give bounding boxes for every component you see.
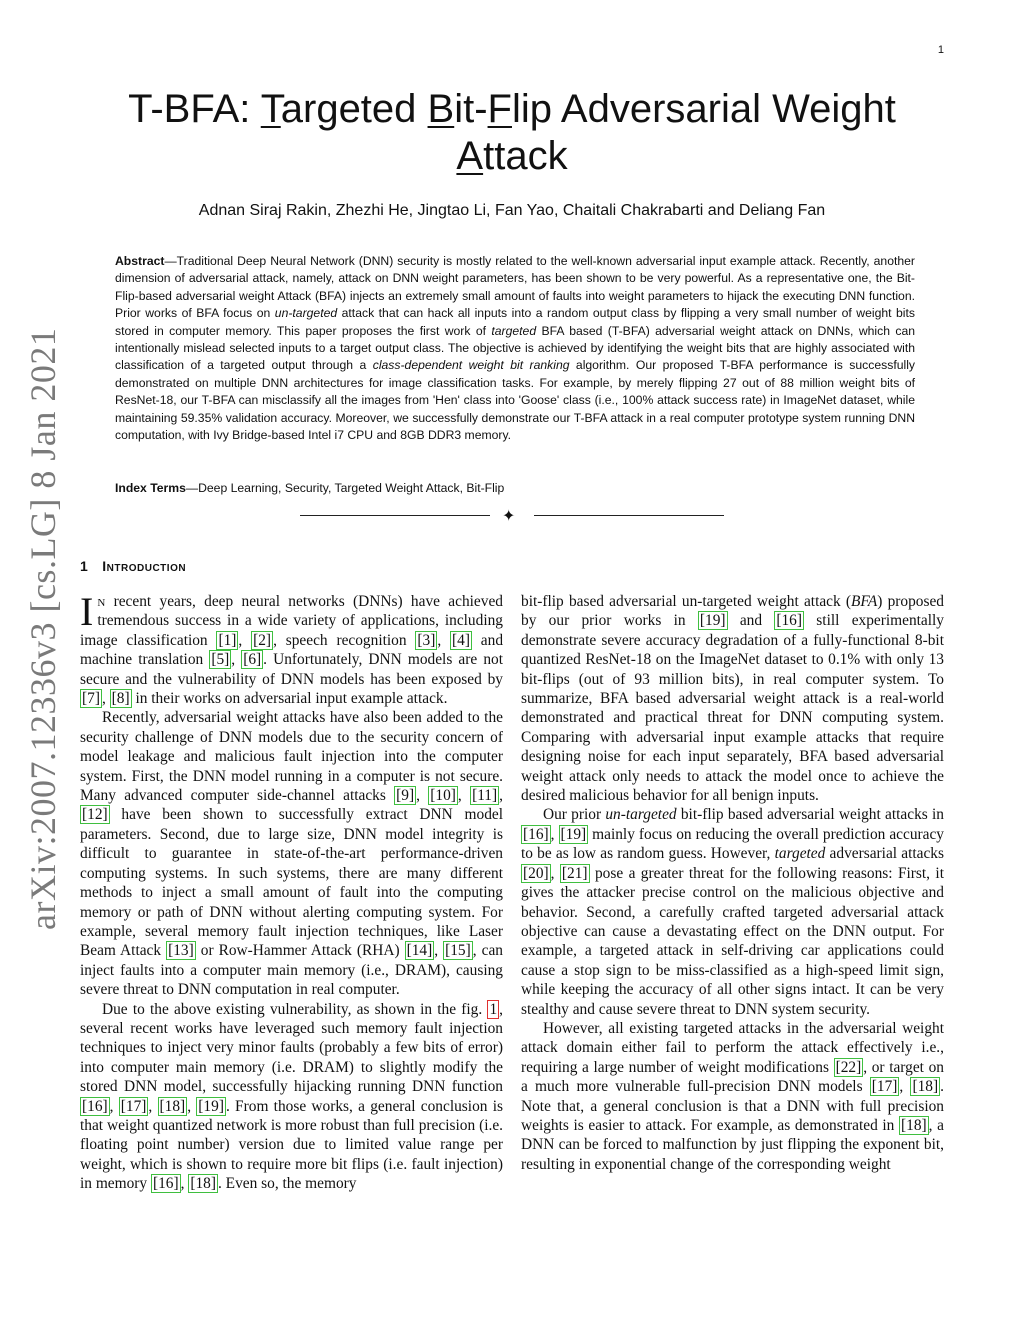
body-text: ,	[457, 787, 471, 805]
body-text: pose a greater threat for the following reasons: First, it gives the attacker precise control on the malicious objective and behavior. Second, a carefully crafted targeted adversarial attack objective can cause a devastating effect on the DNN output. For example, a targeted attack in self-driving car applications could cause a stop sign to be miss-classified as a high-speed limit sign, while keeping the accuracy of all other signs intact. It can be very stealthy and cause severe threat to DNN system security.	[521, 864, 944, 1018]
body-text: or Row-Hammer Attack (RHA)	[195, 942, 405, 960]
abstract-text: un-targeted	[274, 306, 338, 321]
body-text: . Unfortunately, DNN models are not secure and the vulnerability of DNN models has been exposed by	[80, 651, 503, 688]
body-text: . Note that, a general conclusion is that a DNN with full precision weights is easier to attack. For example, as demonstrated in	[521, 1078, 944, 1134]
citation-link[interactable]: [8]	[111, 690, 130, 708]
body-text: ,	[550, 864, 560, 882]
body-text: ) proposed by our prior works in	[521, 593, 944, 630]
abstract	[115, 253, 915, 444]
section-number: 1	[80, 558, 89, 574]
body-text: still experimentally demonstrate severe accuracy degradation of a fully-functional 8-bit quantized ResNet-18 on the ImageNet dataset to 0.1% with only 13 bit-flips (out of 93 million bits), in real computer system. To summarize, BFA based adversarial weight attack is a real-world demonstrated and practical threat for DNN computing system. Comparing with adversarial input example attacks that require designing noise for each input separately, BFA based adversarial weight attack only needs to attack the model once to achieve the desired malicious behavior for all benign inputs.	[521, 612, 944, 805]
body-text: ,	[187, 1097, 197, 1115]
body-text: mainly focus on reducing the overall prediction accuracy to be as low as random guess. However,	[521, 825, 944, 863]
citation-link[interactable]: [16]	[152, 1175, 179, 1193]
body-text: un-targeted	[605, 806, 677, 824]
title-text: T	[260, 87, 281, 131]
body-text: , a DNN can be forced to malfunction by just flipping the exponent bit, resulting in exponential change of the corresponding weight	[521, 1116, 944, 1173]
body-text: Our prior	[543, 806, 606, 824]
citation-link[interactable]: [13]	[168, 942, 194, 960]
author-list: Adnan Siraj Rakin, Zhezhi He, Jingtao Li, Fan Yao, Chaitali Chakrabarti and Deliang Fan	[198, 202, 826, 219]
title-text: B	[427, 87, 455, 131]
citation-link[interactable]: [3]	[417, 631, 436, 649]
abstract-text: —Traditional Deep Neural Network (DNN) security is mostly related to the well-known adversarial input example attack. Recently, another dimension of adversarial attack, namely, attack on DNN weight parameters, has been shown to be very powerful. As a representative one, the Bit-Flip-based adversarial weight Attack (BFA) injects an extremely small amount of faults into weight parameters to hijack the executing DNN function. Prior works of BFA focus on	[115, 254, 915, 321]
body-text: , or target on a much more vulnerable full-precision DNN models	[521, 1058, 944, 1096]
body-text: ,	[434, 942, 444, 960]
section-divider	[300, 506, 724, 526]
diamond-icon: ✦	[502, 506, 516, 525]
paragraph	[80, 589, 504, 708]
divider-line	[534, 515, 724, 516]
citation-link[interactable]: [16]	[82, 1097, 108, 1115]
title-text: F	[487, 87, 512, 131]
paragraph	[521, 1019, 944, 1174]
body-text: . Even so, the memory	[217, 1175, 357, 1193]
arxiv-stamp: arXiv:2007.12336v3 [cs.LG] 8 Jan 2021	[23, 327, 63, 930]
body-text: bit-flip based adversarial un-targeted weight attack (	[521, 593, 852, 610]
body-text: ,	[148, 1097, 158, 1115]
citation-link[interactable]: [14]	[406, 942, 433, 960]
citation-link[interactable]: [16]	[776, 612, 803, 630]
citation-link[interactable]: [19]	[198, 1097, 224, 1115]
citation-link[interactable]: [11]	[472, 787, 498, 805]
body-text: ,	[899, 1078, 911, 1096]
abstract-text: targeted	[491, 323, 537, 338]
body-text: , several recent works have leveraged such memory fault injection techniques to inject very minor faults (probably a few bits of error) into computer main memory (i.e. DRAM) to slightly modify the stored DNN model, successfully hijacking running DNN function	[80, 1000, 503, 1096]
index-terms-text: —Deep Learning, Security, Targeted Weight Attack, Bit-Flip	[185, 481, 505, 495]
body-text: ,	[550, 825, 559, 843]
body-text: bit-flip based adversarial weight attacks in	[676, 806, 944, 824]
body-text: ,	[180, 1175, 189, 1193]
drop-cap: I	[80, 589, 94, 634]
paragraph	[521, 805, 944, 1018]
citation-link[interactable]: [1]	[218, 631, 237, 649]
paper-title	[80, 86, 944, 180]
paragraph	[80, 708, 503, 999]
citation-link[interactable]: [2]	[253, 631, 272, 649]
body-text: ,	[101, 690, 110, 708]
figure-link[interactable]: 1	[489, 1000, 498, 1018]
title-text: argeted	[280, 87, 428, 131]
citation-link[interactable]: [17]	[871, 1078, 898, 1096]
citation-link[interactable]: [6]	[243, 651, 262, 669]
right-column	[521, 592, 944, 1174]
body-text: However, all existing targeted attacks in the adversarial weight attack domain either fail to perform the attack effectively i.e., requiring a large number of weight modifications	[521, 1019, 944, 1076]
citation-link[interactable]: [9]	[396, 787, 415, 805]
body-text: , can inject faults into a computer main memory (i.e., DRAM), causing severe threat to DNN computation in real computer.	[80, 942, 503, 999]
citation-link[interactable]: [7]	[82, 690, 100, 708]
body-text: Recently, adversarial weight attacks have also been added to the security challenge of DNN models due to the security concern of model leakage and malicious fault injection into the computer system. First, the DNN model running in a computer is not secure. Many advanced computer side-channel attacks	[80, 709, 503, 805]
title-text: it-	[454, 87, 488, 131]
body-text: adversarial attacks	[825, 845, 944, 863]
citation-link[interactable]: [18]	[901, 1116, 927, 1134]
paragraph	[521, 592, 944, 805]
title-text: T-BFA:	[128, 87, 261, 131]
index-terms	[115, 481, 915, 495]
abstract-label: Abstract	[115, 254, 165, 268]
body-text: targeted	[774, 845, 826, 863]
section-heading	[80, 558, 186, 574]
left-column	[80, 589, 504, 1194]
body-text: in their works on adversarial input example attack.	[131, 690, 448, 708]
citation-link[interactable]: [5]	[211, 651, 230, 669]
citation-link[interactable]: [22]	[835, 1058, 862, 1076]
citation-link[interactable]: [12]	[82, 806, 108, 824]
paragraph	[80, 1000, 503, 1194]
body-text: ,	[238, 631, 252, 649]
body-text: and machine translation	[80, 631, 504, 669]
citation-link[interactable]: [18]	[190, 1175, 216, 1193]
body-text: BFA	[851, 593, 878, 610]
title-text: A	[456, 134, 484, 178]
body-text: , speech recognition	[273, 631, 416, 649]
citation-link[interactable]: [18]	[912, 1078, 939, 1096]
citation-link[interactable]: [18]	[159, 1097, 186, 1115]
divider-line	[300, 515, 490, 516]
body-text: n	[97, 593, 106, 610]
body-text: ,	[437, 631, 451, 649]
citation-link[interactable]: [17]	[120, 1097, 147, 1115]
abstract-text: BFA based (T-BFA) adversarial weight attack on DNNs, which can intentionally mislead selected inputs to a target output class. The objective is achieved by identifying the weight bits that are highly associated with classification of a targeted output through a	[115, 323, 916, 373]
body-text: ,	[416, 787, 429, 805]
abstract-text: algorithm. Our proposed T-BFA performance is successfully demonstrated on multiple DNN architectures for image classification tasks. For example, by merely flipping 27 out of 88 million weight bits of ResNet-18, our T-BFA can misclassify all the images from 'Hen' class into 'Goose' class (i.e., 100% attack success rate) in ImageNet dataset, while maintaining 59.35% validation accuracy. Moreover, we successfully demonstrate our T-BFA attack in a real computer prototype system running DNN computation, with Ivy Bridge-based Intel i7 CPU and 8GB DDR3 memory.	[115, 358, 915, 443]
citation-link[interactable]: [21]	[561, 864, 588, 882]
title-text: ttack	[483, 134, 568, 178]
abstract-text: class-dependent weight bit ranking	[372, 358, 570, 373]
citation-link[interactable]: [16]	[523, 825, 549, 843]
citation-link[interactable]: [10]	[430, 787, 456, 805]
body-text: ,	[231, 651, 242, 669]
citation-link[interactable]: [19]	[699, 612, 726, 630]
citation-link[interactable]: [19]	[560, 825, 587, 843]
citation-link[interactable]: [20]	[523, 864, 549, 882]
abstract-text: attack that can hack all inputs into a random output class by flipping a very small number of weight bits stored in computer memory. This paper proposes the first work of	[115, 306, 915, 338]
body-text: recent years, deep neural networks (DNNs) have achieved tremendous success in a wide variety of applications, including image classification	[80, 593, 503, 649]
body-text: . From those works, a general conclusion is that weight quantized network is more robust than full precision (i.e. floating point number) version due to limited value range per weight, which is shown to require more bit flips (i.e. fault injection) in memory	[80, 1097, 503, 1193]
body-text: Due to the above existing vulnerability, as shown in the fig.	[102, 1000, 488, 1018]
index-terms-label: Index Terms	[115, 481, 186, 495]
citation-link[interactable]: [15]	[445, 942, 471, 960]
citation-link[interactable]: [4]	[452, 631, 470, 649]
body-text: ,	[109, 1097, 119, 1115]
body-text: ,	[499, 787, 503, 805]
title-text: lip Adversarial Weight	[511, 87, 896, 131]
section-title: Introduction	[102, 558, 187, 574]
body-text: have been shown to successfully extract DNN model parameters. Second, due to large size, DNN model integrity is difficult to guarantee in state-of-the-art performance-driven computing systems. In such systems, there are many different methods to inject a small amount of fault into the computing memory or path of DNN without alerting computing system. For example, several memory fault injection techniques, like Laser Beam Attack	[80, 806, 503, 960]
body-text: and	[727, 612, 775, 630]
page-number: 1	[937, 44, 944, 56]
